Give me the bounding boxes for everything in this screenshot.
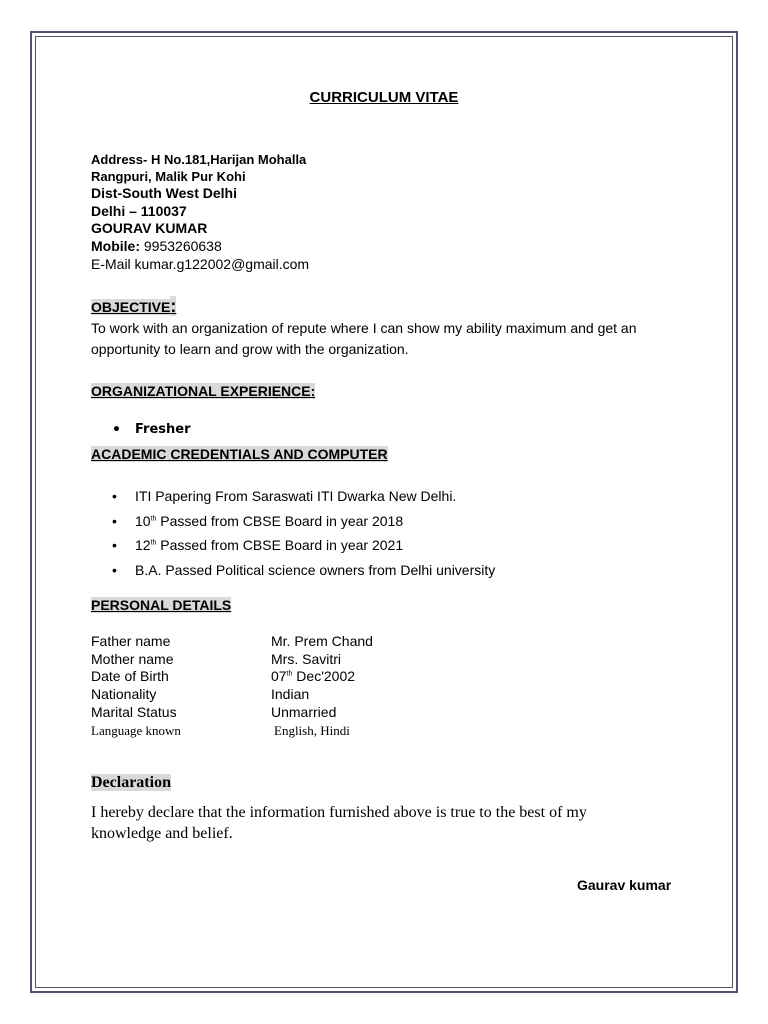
- marital-value: Unmarried: [271, 704, 337, 720]
- experience-list: [91, 418, 191, 443]
- experience-heading-text: ORGANIZATIONAL EXPERIENCE:: [91, 383, 316, 399]
- email-line: E-Mail kumar.g122002@gmail.com: [91, 256, 310, 272]
- father-label: Father name: [91, 633, 171, 649]
- signature: Gaurav kumar: [577, 877, 672, 893]
- address-line-4: Delhi – 110037: [91, 203, 187, 219]
- mobile-label: Mobile:: [91, 238, 140, 254]
- dob-value: [271, 668, 355, 684]
- document-title: CURRICULUM VITAE: [309, 89, 459, 106]
- dob-sup: th: [286, 670, 293, 678]
- declaration-heading: [91, 774, 171, 792]
- academic-list: [91, 484, 495, 582]
- mobile-number: 9953260638: [143, 238, 222, 254]
- address-line-2: Rangpuri, Malik Pur Kohi: [91, 169, 246, 184]
- mobile-line: [91, 238, 222, 254]
- dob-label: Date of Birth: [91, 668, 169, 684]
- address-line-3: Dist-South West Delhi: [91, 185, 237, 201]
- nationality-value: Indian: [271, 686, 310, 702]
- declaration-heading-text: Declaration: [91, 774, 171, 791]
- language-value: English, Hindi: [274, 723, 350, 738]
- mother-value: Mrs. Savitri: [271, 651, 341, 667]
- objective-text: To work with an organization of repute where I can show my ability maximum and get an opportunity to learn and grow with the organization.: [91, 320, 637, 357]
- academic-item-3: B.A. Passed Political science owners from Delhi university: [135, 561, 496, 578]
- father-value: Mr. Prem Chand: [271, 633, 373, 649]
- academic-heading: [91, 446, 388, 462]
- academic-item-2-sup: th: [150, 539, 157, 547]
- objective-heading-colon: :: [170, 296, 177, 316]
- academic-item-1-pre: 10: [135, 512, 151, 529]
- declaration-text: I hereby declare that the information furnished above is true to the best of my knowledge and belief.: [91, 804, 587, 842]
- academic-item-1-sup: th: [150, 514, 157, 522]
- candidate-name: GOURAV KUMAR: [91, 220, 208, 236]
- list-item: • Fresher: [91, 418, 191, 443]
- language-label: Language known: [91, 723, 181, 738]
- academic-item-2-post: Passed from CBSE Board in year 2021: [156, 537, 404, 553]
- objective-heading: [91, 296, 176, 317]
- nationality-label: Nationality: [91, 686, 157, 702]
- list-item: [91, 484, 495, 509]
- personal-heading-text: PERSONAL DETAILS: [91, 597, 232, 613]
- academic-item-0: ITI Papering From Saraswati ITI Dwarka New Delhi.: [135, 488, 457, 504]
- list-item: [91, 533, 495, 558]
- academic-item-1-post: Passed from CBSE Board in year 2018: [156, 512, 404, 529]
- marital-label: Marital Status: [91, 704, 177, 720]
- academic-heading-text: ACADEMIC CREDENTIALS AND COMPUTER: [91, 446, 388, 462]
- objective-heading-text: OBJECTIVE: [91, 299, 171, 315]
- mother-label: Mother name: [91, 651, 174, 667]
- dob-rest: Dec'2002: [292, 668, 356, 684]
- personal-heading: [91, 597, 231, 613]
- list-item: [91, 509, 495, 534]
- academic-item-2-pre: 12: [135, 537, 151, 553]
- address-line-1: Address- H No.181,Harijan Mohalla: [91, 152, 307, 167]
- list-item: [91, 558, 495, 583]
- experience-heading: [91, 383, 315, 399]
- dob-day: 07: [271, 668, 287, 684]
